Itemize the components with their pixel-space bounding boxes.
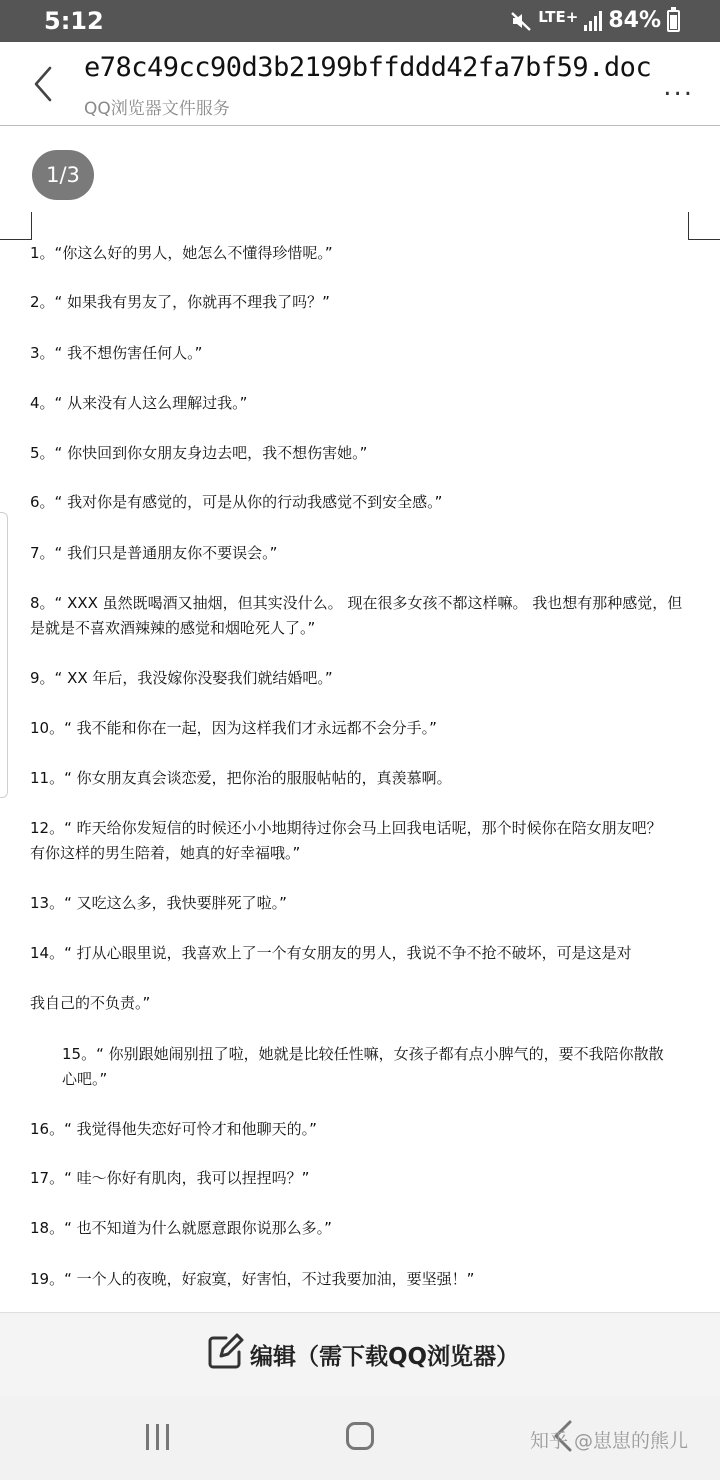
chevron-left-icon[interactable]: [26, 62, 62, 106]
document-line: 6。“ 我对你是有感觉的，可是从你的行动我感觉不到安全感。”: [30, 493, 443, 511]
document-line: 9。“ XX 年后，我没嫁你没娶我们就结婚吧。”: [30, 669, 333, 687]
edit-button[interactable]: [206, 1333, 519, 1375]
page-indicator: 1/3: [32, 150, 94, 200]
page-corner-mark-left: [0, 212, 32, 240]
battery-icon: [667, 10, 680, 32]
system-nav-bar: [0, 1396, 720, 1480]
edit-button-label: 编辑（需下载QQ浏览器）: [250, 1343, 520, 1370]
document-line: 17。“ 哇～你好有肌肉，我可以捏捏吗？”: [30, 1169, 310, 1187]
watermark-text: 知乎 @崽崽的熊儿: [530, 1430, 689, 1452]
document-line: 心吧。”: [62, 1070, 108, 1088]
document-line: 19。“ 一个人的夜晚，好寂寞，好害怕，不过我要加油，要坚强！”: [30, 1270, 475, 1288]
document-line: 7。“ 我们只是普通朋友你不要误会。”: [30, 544, 278, 562]
document-line: 8。“ XXX 虽然既喝酒又抽烟，但其实没什么。 现在很多女孩不都这样嘛。 我也想有那种感觉，但: [30, 594, 683, 612]
side-panel-edge[interactable]: [0, 512, 8, 798]
page-corner-mark-right: [688, 212, 720, 240]
document-line: 13。“ 又吃这么多，我快要胖死了啦。”: [30, 894, 287, 912]
document-line: 是就是不喜欢酒辣辣的感觉和烟呛死人了。”: [30, 619, 316, 637]
battery-percent: 84%: [608, 8, 661, 33]
recent-apps-icon[interactable]: [146, 1424, 169, 1450]
more-dots-icon[interactable]: ...: [663, 72, 694, 102]
document-line: 14。“ 打从心眼里说，我喜欢上了一个有女朋友的男人，我说不争不抢不破坏，可是这是对: [30, 944, 632, 962]
signal-icon: [584, 11, 602, 31]
app-header: [0, 42, 720, 126]
edit-icon: [206, 1333, 244, 1375]
document-line: 11。“ 你女朋友真会谈恋爱，把你治的服服帖帖的，真羡慕啊。: [30, 769, 452, 787]
document-line: 5。“ 你快回到你女朋友身边去吧，我不想伤害她。”: [30, 444, 368, 462]
document-line: 15。“ 你别跟她闹别扭了啦，她就是比较任性嘛，女孩子都有点小脾气的，要不我陪你散散: [62, 1045, 664, 1063]
document-line: 4。“ 从来没有人这么理解过我。”: [30, 394, 248, 412]
document-line: 有你这样的男生陪着，她真的好幸福哦。”: [30, 844, 301, 862]
document-line: 18。“ 也不知道为什么就愿意跟你说那么多。”: [30, 1219, 332, 1237]
mute-icon: [510, 10, 532, 32]
edit-bar: [0, 1312, 720, 1396]
document-line: 我自己的不负责。”: [30, 994, 151, 1012]
document-subtitle: QQ浏览器文件服务: [84, 99, 230, 119]
document-line: 1。“你这么好的男人，她怎么不懂得珍惜呢。”: [30, 244, 333, 262]
document-line: 12。“ 昨天给你发短信的时候还小小地期待过你会马上回我电话呢，那个时候你在陪女朋友吧？: [30, 819, 662, 837]
document-line: 16。“ 我觉得他失恋好可怜才和他聊天的。”: [30, 1120, 317, 1138]
network-type: LTE+: [538, 7, 579, 26]
document-line: 3。“ 我不想伤害任何人。”: [30, 344, 203, 362]
document-line: 2。“ 如果我有男友了，你就再不理我了吗？”: [30, 293, 330, 311]
status-time: 5:12: [44, 7, 104, 35]
document-line: 10。“ 我不能和你在一起，因为这样我们才永远都不会分手。”: [30, 719, 437, 737]
home-icon[interactable]: [346, 1422, 374, 1450]
status-icons: [510, 8, 680, 33]
document-title: e78c49cc90d3b2199bffddd42fa7bf59.doc: [84, 52, 652, 83]
status-bar: [0, 0, 720, 42]
